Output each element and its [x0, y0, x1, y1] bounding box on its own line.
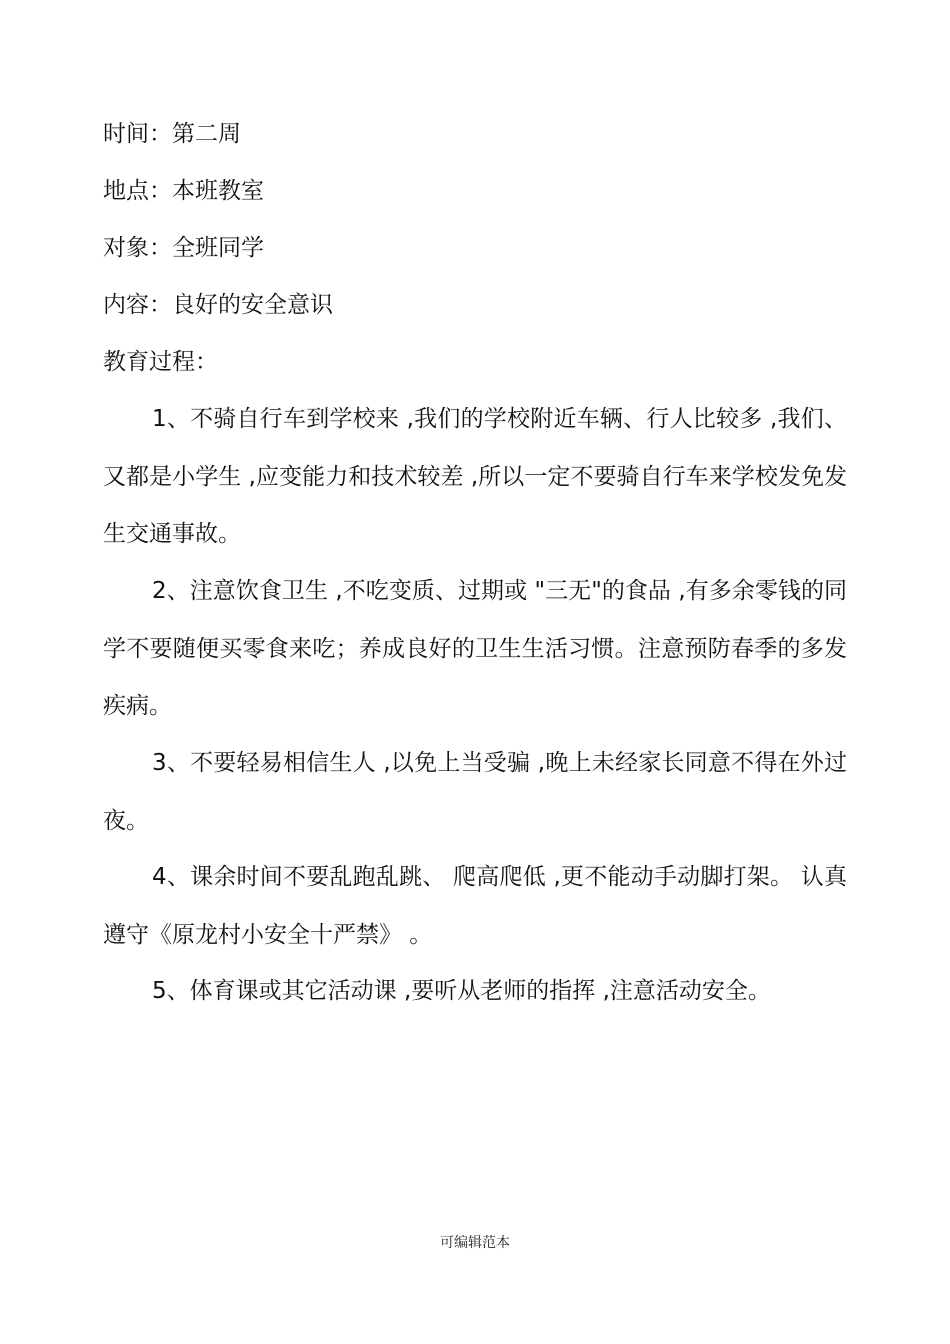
footer-text: 可编辑范本: [440, 1235, 510, 1251]
process-label: 教育过程：: [103, 349, 218, 375]
audience-line: 对象：全班同学: [103, 235, 264, 261]
content-line: 内容：良好的安全意识: [103, 292, 333, 318]
item-3: 3、不要轻易相信生人 ,以免上当受骗 ,晚上未经家长同意不得在外过夜。: [103, 750, 847, 834]
item-4: 4、课余时间不要乱跑乱跳、 爬高爬低 ,更不能动手动脚打架。 认真遵守《原龙村小安全十严禁》 。: [103, 864, 847, 948]
place-line: 地点：本班教室: [103, 178, 264, 204]
item-5: 5、体育课或其它活动课 ,要听从老师的指挥 ,注意活动安全。: [152, 978, 771, 1004]
item-2: 2、注意饮食卫生 ,不吃变质、过期或 "三无"的食品 ,有多余零钱的同学不要随便买零食来吃；养成良好的卫生生活习惯。注意预防春季的多发疾病。: [103, 578, 847, 719]
item-1: 1、不骑自行车到学校来 ,我们的学校附近车辆、行人比较多 ,我们、又都是小学生 ,应变能力和技术较差 ,所以一定不要骑自行车来学校发免发生交通事故。: [103, 406, 847, 547]
time-line: 时间：第二周: [103, 121, 241, 147]
